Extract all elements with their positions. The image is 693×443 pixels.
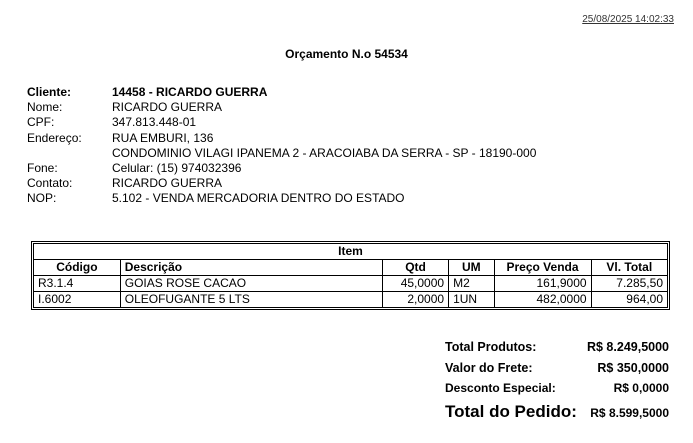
col-header-vl-total: Vl. Total: [591, 260, 667, 276]
cell-preco-venda: 482,0000: [494, 292, 591, 308]
cell-um: 1UN: [449, 292, 494, 308]
items-caption: Item: [34, 244, 668, 260]
nop-label: NOP:: [27, 191, 57, 206]
address-row: [27, 131, 536, 146]
col-header-descricao: Descrição: [120, 260, 382, 276]
col-header-qtd: Qtd: [383, 260, 449, 276]
address-row-2: [27, 146, 536, 161]
cell-qtd: 45,0000: [383, 276, 449, 292]
table-row: [34, 276, 668, 292]
document-title: Orçamento N.o 54534: [285, 47, 408, 61]
name-value: RICARDO GUERRA: [112, 100, 223, 115]
valor-frete: [445, 361, 669, 375]
name-row: [27, 100, 536, 115]
cpf-row: [27, 115, 536, 130]
client-value: 14458 - RICARDO GUERRA: [112, 85, 268, 99]
total-produtos-value: R$ 8.249,5000: [586, 340, 669, 354]
desconto-value: R$ 0,0000: [613, 381, 669, 395]
table-row: [34, 292, 668, 308]
client-info: [27, 85, 536, 207]
desconto-label: Desconto Especial:: [445, 381, 556, 395]
cell-preco-venda: 161,9000: [494, 276, 591, 292]
cpf-label: CPF:: [27, 115, 55, 130]
nop-row: [27, 191, 536, 206]
address-line2: CONDOMINIO VILAGI IPANEMA 2 - ARACOIABA DA SERRA - SP - 18190-000: [112, 145, 537, 160]
phone-value: Celular: (15) 974032396: [112, 161, 242, 176]
total-produtos-label: Total Produtos:: [445, 340, 537, 354]
print-timestamp: 25/08/2025 14:02:33: [582, 14, 674, 25]
cell-descricao: GOIAS ROSE CACAO: [120, 276, 382, 292]
total-pedido: [445, 402, 669, 422]
address-line1: RUA EMBURI, 136: [112, 130, 214, 145]
cell-vl-total: 7.285,50: [591, 276, 667, 292]
valor-frete-label: Valor do Frete:: [445, 361, 533, 375]
nop-value: 5.102 - VENDA MERCADORIA DENTRO DO ESTADO: [112, 191, 405, 206]
total-produtos: [445, 340, 669, 354]
contact-row: [27, 176, 536, 191]
total-pedido-label: Total do Pedido:: [445, 402, 577, 421]
contact-label: Contato:: [27, 176, 73, 191]
cell-codigo: R3.1.4: [34, 276, 121, 292]
col-header-preco-venda: Preço Venda: [494, 260, 591, 276]
client-label: Cliente:: [27, 85, 72, 99]
cell-descricao: OLEOFUGANTE 5 LTS: [120, 292, 382, 308]
col-header-um: UM: [449, 260, 494, 276]
cell-um: M2: [449, 276, 494, 292]
address-label: Endereço:: [27, 130, 82, 145]
cell-vl-total: 964,00: [591, 292, 667, 308]
contact-value: RICARDO GUERRA: [112, 176, 223, 191]
valor-frete-value: R$ 350,0000: [597, 361, 669, 375]
cpf-value: 347.813.448-01: [112, 115, 197, 130]
client-row: [27, 85, 536, 100]
cell-codigo: I.6002: [34, 292, 121, 308]
total-pedido-value: R$ 8.599,5000: [590, 406, 669, 420]
items-table: [33, 243, 668, 308]
cell-qtd: 2,0000: [383, 292, 449, 308]
phone-label: Fone:: [27, 161, 58, 176]
desconto-especial: [445, 381, 669, 395]
name-label: Nome:: [27, 100, 63, 115]
col-header-codigo: Código: [34, 260, 121, 276]
address-spacer: [27, 146, 112, 161]
phone-row: [27, 161, 536, 176]
